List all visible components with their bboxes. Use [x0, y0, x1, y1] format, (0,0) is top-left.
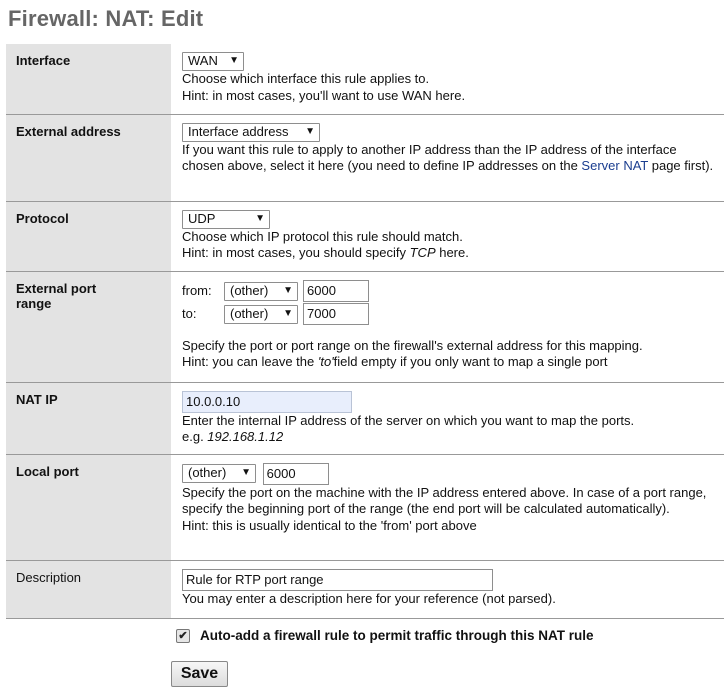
to-port-select-value: (other): [230, 305, 269, 321]
local-port-label: Local port: [6, 454, 172, 560]
protocol-hint-2-em: TCP: [409, 245, 436, 260]
protocol-select-value: UDP: [188, 210, 216, 226]
auto-add-checkbox[interactable]: [176, 629, 190, 643]
dropdown-arrow-icon: ▼: [229, 55, 239, 67]
description-row: [6, 560, 724, 618]
from-port-input[interactable]: 6000: [303, 280, 369, 302]
from-label: from:: [182, 282, 212, 298]
dropdown-arrow-icon: ▼: [283, 284, 293, 296]
interface-hint-2: Hint: in most cases, you'll want to use WAN here.: [182, 87, 466, 103]
interface-hint: Choose which interface this rule applies to.: [182, 71, 430, 86]
description-hint: You may enter a description here for your reference (not parsed).: [182, 590, 556, 606]
external-port-range-label: External port range: [6, 271, 172, 382]
local-port-input[interactable]: 6000: [263, 463, 329, 485]
dropdown-arrow-icon: ▼: [255, 212, 265, 224]
description-input[interactable]: Rule for RTP port range: [182, 569, 493, 591]
page-title: Firewall: NAT: Edit: [8, 6, 204, 31]
protocol-hint: Choose which IP protocol this rule should match.: [182, 228, 463, 244]
local-port-row: [6, 454, 724, 560]
external-port-hint: Specify the port or port range on the firewall's external address for this mapping.: [182, 337, 643, 353]
protocol-label: Protocol: [6, 201, 172, 271]
external-address-row: [6, 114, 724, 201]
external-address-label: External address: [6, 114, 172, 201]
interface-select[interactable]: [182, 52, 244, 71]
nat-edit-form: [6, 44, 724, 619]
to-label: to:: [182, 305, 197, 321]
nat-ip-row: [6, 382, 724, 454]
external-port-hint-2-text: Hint: you can leave the: [182, 354, 318, 369]
protocol-hint-2: [182, 245, 469, 260]
external-port-hint-2-tail: field empty if you only want to map a single port: [333, 354, 608, 369]
external-address-select-value: Interface address: [188, 123, 289, 139]
local-port-hint: Specify the port on the machine with the IP address entered above. In case of a port range, specify the beginning port of the range (the end port will be calculated automatically).: [182, 484, 707, 516]
save-button[interactable]: Save: [171, 661, 228, 687]
from-port-select[interactable]: [224, 282, 298, 301]
interface-label: Interface: [6, 44, 172, 114]
external-port-range-row: [6, 271, 724, 382]
protocol-row: [6, 201, 724, 271]
to-port-select[interactable]: [224, 305, 298, 324]
interface-row: [6, 44, 724, 114]
protocol-select[interactable]: [182, 210, 270, 229]
interface-select-value: WAN: [188, 53, 218, 69]
nat-ip-hint-2: [182, 429, 283, 444]
external-port-hint-2-em: 'to': [317, 354, 334, 369]
local-port-hint-2: Hint: this is usually identical to the 'from' port above: [182, 517, 477, 533]
nat-ip-hint: Enter the internal IP address of the server on which you want to map the ports.: [182, 412, 635, 428]
local-port-select-value: (other): [188, 465, 227, 481]
nat-ip-input[interactable]: 10.0.0.10: [182, 391, 352, 413]
external-address-select[interactable]: [182, 123, 320, 142]
local-port-select[interactable]: [182, 464, 256, 483]
external-address-hint-text: If you want this rule to apply to another IP address than the IP address of the interface chosen above, select it here (you need to define IP addresses on the: [182, 141, 677, 173]
external-address-hint-tail: page first).: [648, 158, 714, 173]
protocol-hint-2-text: Hint: in most cases, you should specify: [182, 245, 410, 260]
dropdown-arrow-icon: ▼: [283, 307, 293, 319]
description-label: Description: [6, 560, 172, 618]
from-port-select-value: (other): [230, 282, 269, 298]
checkmark-icon: ✔: [178, 629, 188, 642]
dropdown-arrow-icon: ▼: [241, 467, 251, 479]
nat-ip-label: NAT IP: [6, 382, 172, 454]
nat-ip-example: 192.168.1.12: [207, 429, 284, 444]
auto-add-rule-option: [176, 628, 594, 643]
nat-ip-hint-2-text: e.g.: [182, 429, 208, 444]
protocol-hint-2-tail: here.: [435, 245, 469, 260]
external-port-hint-2: [182, 354, 608, 369]
external-address-hint: [182, 142, 713, 174]
dropdown-arrow-icon: ▼: [305, 125, 315, 137]
to-port-input[interactable]: 7000: [303, 303, 369, 325]
auto-add-label: Auto-add a firewall rule to permit traffic through this NAT rule: [200, 628, 594, 643]
server-nat-link[interactable]: Server NAT: [581, 158, 649, 173]
